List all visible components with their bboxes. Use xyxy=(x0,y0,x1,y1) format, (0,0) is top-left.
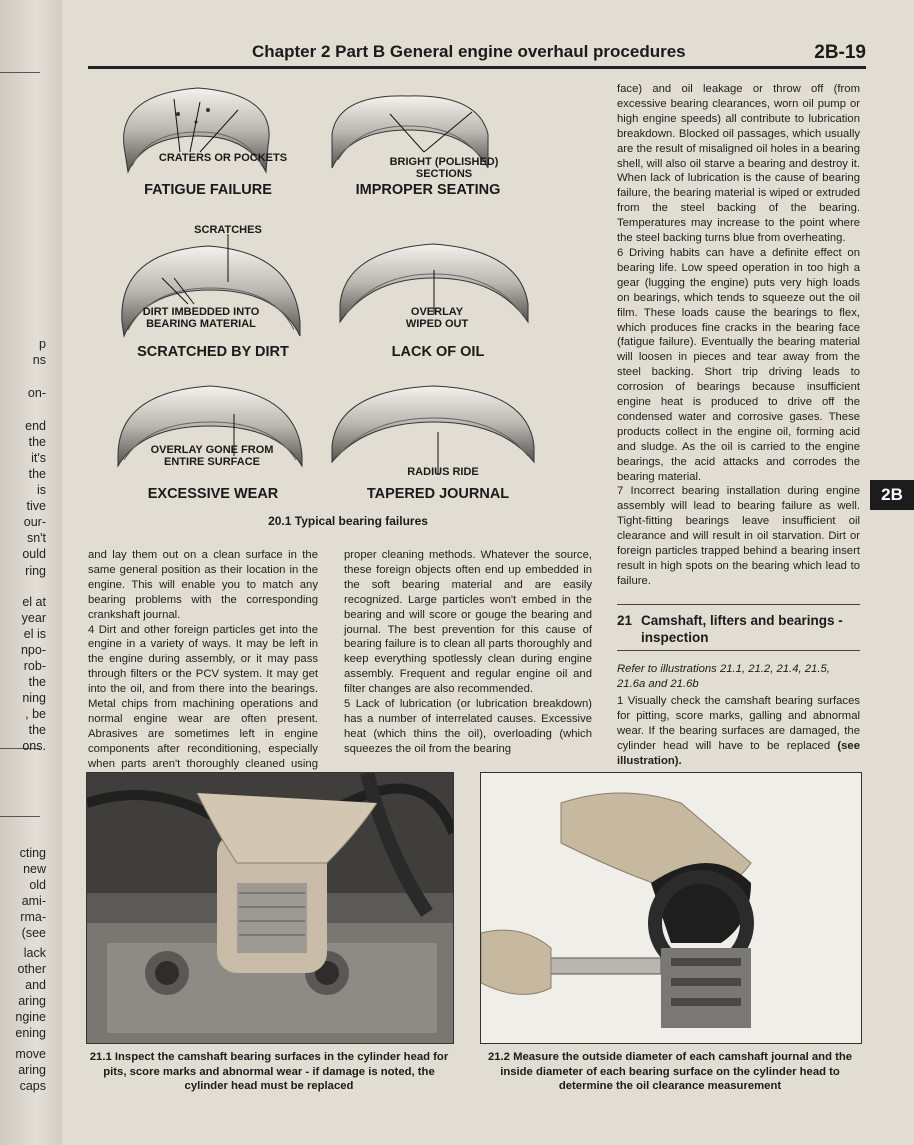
gutter-fragment: and xyxy=(25,978,46,992)
gutter-fragment: new xyxy=(23,862,46,876)
gutter-fragment: ns xyxy=(32,353,46,367)
illustration-reference: Refer to illustrations 21.1, 21.2, 21.4, 21.5, 21.6a and 21.6b xyxy=(617,663,830,690)
gutter-fragment: year xyxy=(21,611,46,625)
gutter-fragment: cting xyxy=(19,846,46,860)
gutter-fragment: ening xyxy=(15,1026,46,1040)
gutter-fragment: ring xyxy=(25,564,46,578)
label-scratches: SCRATCHES xyxy=(194,224,262,236)
gutter-fragment: the xyxy=(28,435,46,449)
gutter-fragment: move xyxy=(15,1047,46,1061)
col1-paragraph-4: 4 Dirt and other foreign particles get into the engine in a variety of ways. It may be left in the engine during assembly, or it may pass through filters or the PCV system. It may get into the oil, and from there into the bearings. Metal chips from machining operations and normal engine wear are often present. Abrasives are sometimes left in engine components after reconditioning, especially when parts aren't thoroughly cleaned using xyxy=(88,623,318,770)
gutter-fragment: sn't xyxy=(26,531,46,545)
gutter-fragment: other xyxy=(17,962,46,976)
title-lack-of-oil: LACK OF OIL xyxy=(391,344,485,360)
section-rule xyxy=(617,604,860,605)
gutter-fragment: npo- xyxy=(20,643,46,657)
section-title: Camshaft, lifters and bearings - inspection xyxy=(641,613,843,645)
figure-typical-bearing-failures xyxy=(88,74,608,534)
gutter-fragment: caps xyxy=(19,1079,46,1093)
text-column-1 xyxy=(88,548,318,787)
gutter-fragment: aring xyxy=(18,1063,46,1077)
gutter-fragment: old xyxy=(29,878,46,892)
see-illustration: (see illustration). xyxy=(617,739,860,767)
gutter-fragment: lack xyxy=(23,946,46,960)
col3-paragraph-7: 7 Incorrect bearing installation during engine assembly will lead to bearing failure as well. Tight-fitting bearings leave insufficient oil clearance and will result in oil starvation. Dirt or foreign particles trapped behind a bearing insert result in high spots on the bearing which lead to failure. xyxy=(617,485,860,587)
gutter-fragment: ngine xyxy=(15,1010,46,1024)
title-scratched-by-dirt: SCRATCHED BY DIRT xyxy=(137,344,289,360)
gutter-fragment: it's xyxy=(31,451,46,465)
cylinder-head-photo xyxy=(87,773,453,1043)
text-column-3 xyxy=(617,82,860,589)
section-tab: 2B xyxy=(870,480,914,510)
page-header xyxy=(88,42,866,66)
label-craters: CRATERS OR POCKETS xyxy=(158,152,288,164)
gutter-fragment: (see xyxy=(21,926,46,940)
col3-paragraph-6: 6 Driving habits can have a definite effect on bearing life. Low speed operation in too high a gear (lugging the engine) puts very high loads on bearings, which tends to squeeze out the oil film. These loads cause the bearings to flex, which produces fine cracks in the bearing face (fatigue failure). Eventually the bearing material will loosen in pieces and tear away from the steel backing. Short trip driving leads to corrosion of bearings because insufficient engine heat is produced to drive off the condensed water and corrosive gases. These products collect in the engine oil, forming acid and sludge. As the oil is carried to the engine bearings, the acid attacks and corrodes the bearing material. xyxy=(617,246,860,483)
gutter-fragment: end xyxy=(25,419,46,433)
gutter-fragment: , be xyxy=(25,707,46,721)
chapter-title: Chapter 2 Part B General engine overhaul procedures xyxy=(252,42,686,61)
col3-paragraph-cont: face) and oil leakage or throw off (from excessive bearing clearances, worn oil pump or high engine speeds) all contribute to lubrication breakdown. Blocked oil passages, which usually are the result of misaligned oil holes in a bearing shell, will also oil starve a bearing and destroy it. When lack of lubrication is the cause of bearing failure, the bearing material is wiped or extruded from the steel backing of the bearing. Temperatures may increase to the point where the steel backing turns blue from overheating. xyxy=(617,83,860,245)
header-rule xyxy=(88,66,866,69)
gutter-fragment: on- xyxy=(27,386,46,400)
label-bright-sections: BRIGHT (POLISHED) SECTIONS xyxy=(389,156,499,180)
label-overlay-gone: OVERLAY GONE FROM ENTIRE SURFACE xyxy=(150,444,274,468)
label-radius-ride: RADIUS RIDE xyxy=(407,466,479,478)
title-excessive-wear: EXCESSIVE WEAR xyxy=(147,486,279,502)
col2-paragraph-5: 5 Lack of lubrication (or lubrication breakdown) has a number of interrelated causes. Excessive heat (which thins the oil), overloading (which squeezes the oil from the bearing xyxy=(344,698,592,755)
gutter-rule xyxy=(0,72,40,73)
gutter-fragment: tive xyxy=(26,499,46,513)
gutter-fragment: the xyxy=(28,723,46,737)
col1-paragraph-1: and lay them out on a clean surface in the same general position as their location in the engine. This will enable you to match any bearing problems with the corresponding crankshaft journal. xyxy=(88,549,318,621)
gutter-fragment: the xyxy=(28,675,46,689)
col2-paragraph-1: proper cleaning methods. Whatever the source, these foreign objects often end up embedded in the soft bearing material and are easily recognized. Large particles won't embed in the bearing and will score or gouge the bearing and journal. The best prevention for this cause of bearing failure is to clean all parts thoroughly and keep everything spotlessly clean during engine assembly. Frequent and regular engine oil and filter changes are also recommended. xyxy=(344,549,592,696)
photo-2-caption: 21.2 Measure the outside diameter of each camshaft journal and the inside diameter of each bearing surface on the cylinder head to determine the oil clearance measurement xyxy=(487,1051,853,1092)
page-number: 2B-19 xyxy=(814,42,866,63)
gutter-fragment: the xyxy=(28,467,46,481)
section-21-step-1 xyxy=(617,694,860,769)
section-number: 21 xyxy=(617,613,633,628)
gutter-fragment: rma- xyxy=(20,910,46,924)
gutter-fragment: ami- xyxy=(21,894,46,908)
title-tapered-journal: TAPERED JOURNAL xyxy=(366,486,510,502)
title-fatigue-failure: FATIGUE FAILURE xyxy=(144,182,272,198)
gutter-fragment: el at xyxy=(22,595,46,609)
gutter-fragment: our- xyxy=(23,515,46,529)
gutter-fragment: el is xyxy=(23,627,46,641)
label-overlay-wiped: OVERLAY WIPED OUT xyxy=(405,306,469,330)
label-dirt-imbedded: DIRT IMBEDDED INTO BEARING MATERIAL xyxy=(142,306,260,330)
gutter-fragment: ning xyxy=(22,691,46,705)
photo-1-caption: 21.1 Inspect the camshaft bearing surfaces in the cylinder head for pits, score marks and abnormal wear - if damage is noted, the cylinder head must be replaced xyxy=(89,1051,449,1092)
text-column-2 xyxy=(344,548,592,757)
section-rule xyxy=(617,650,860,651)
step-1-text: 1 Visually check the camshaft bearing surfaces for pitting, score marks, galling and abnormal wear. If the bearing surfaces are damaged, the cylinder head will have to be replaced xyxy=(617,695,860,752)
micrometer-photo xyxy=(481,773,861,1043)
gutter-fragment: p xyxy=(39,337,46,351)
gutter-fragment: ons. xyxy=(22,739,46,753)
section-21-heading xyxy=(617,612,860,646)
photo-cylinder-head xyxy=(86,772,454,1044)
title-improper-seating: IMPROPER SEATING xyxy=(355,182,501,198)
gutter-fragment: is xyxy=(36,483,46,497)
gutter-rule xyxy=(0,816,40,817)
gutter-fragment: rob- xyxy=(23,659,46,673)
gutter-fragment: aring xyxy=(18,994,46,1008)
gutter-fragment: ould xyxy=(22,547,46,561)
bearing-tapered-journal xyxy=(332,386,534,474)
photo-micrometer xyxy=(480,772,862,1044)
figure-caption: 20.1 Typical bearing failures xyxy=(268,514,428,528)
